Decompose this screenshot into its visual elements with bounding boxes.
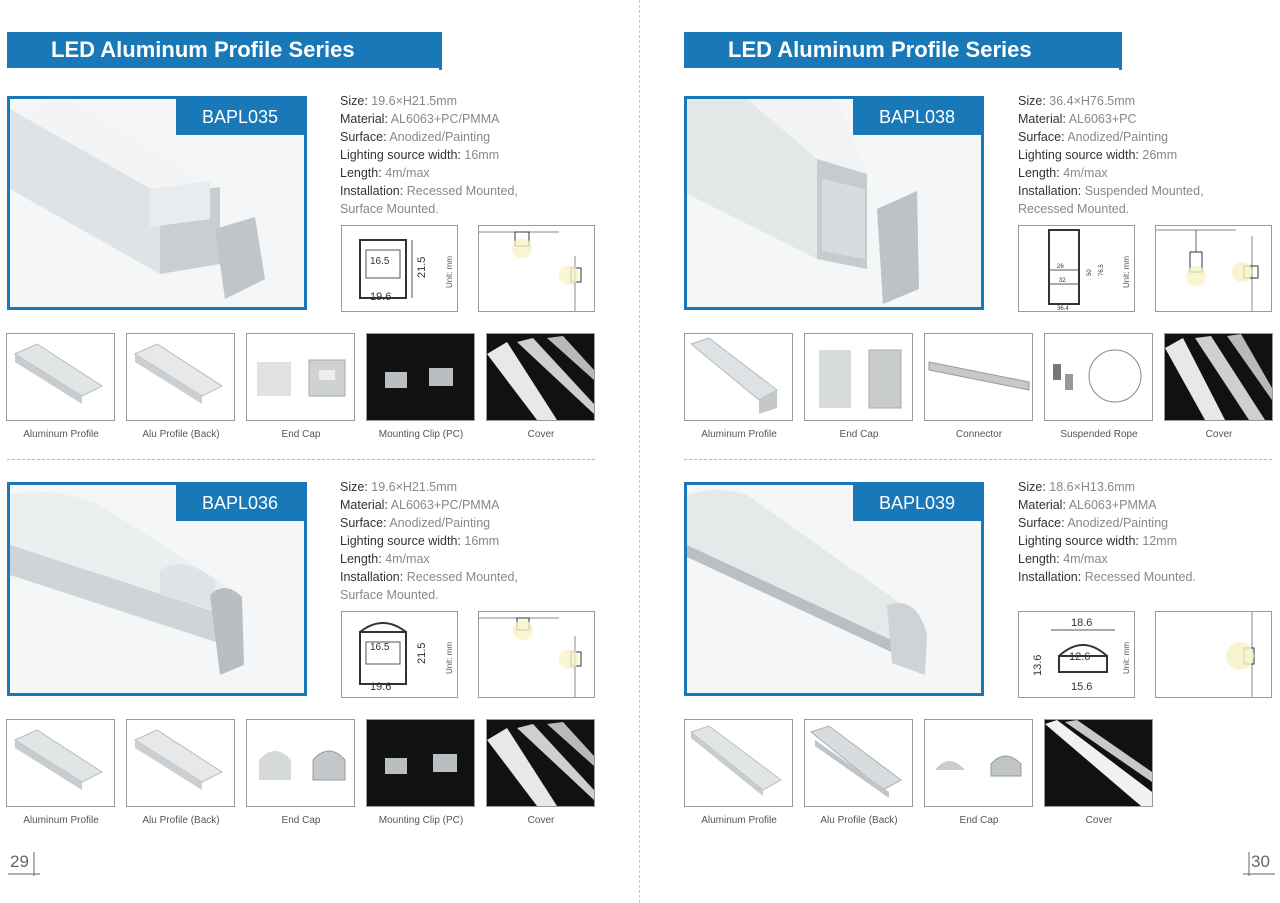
spec-size: Size: 36.4×H76.5mm bbox=[1018, 94, 1136, 108]
dim-height: 21.5 bbox=[416, 642, 428, 664]
spec-light-width: Lighting source width: 12mm bbox=[1018, 534, 1178, 548]
thumb-end-cap bbox=[246, 333, 355, 421]
thumb-caption: Mounting Clip (PC) bbox=[378, 429, 464, 440]
thumb-caption: Alu Profile (Back) bbox=[820, 815, 898, 826]
spec-surface: Surface: Anodized/Painting bbox=[340, 516, 491, 530]
page-corner-mark bbox=[1243, 852, 1275, 878]
thumb-caption: End Cap bbox=[281, 815, 321, 826]
thumb-cover bbox=[1044, 719, 1153, 807]
thumb-caption: Aluminum Profile bbox=[701, 429, 777, 440]
thumb-cover bbox=[486, 333, 595, 421]
unit-label: Unit: mm bbox=[445, 256, 454, 288]
installation-diagram bbox=[478, 611, 595, 698]
spec-installation: Installation: Recessed Mounted, bbox=[340, 570, 518, 584]
spec-size: Size: 18.6×H13.6mm bbox=[1018, 480, 1136, 494]
installation-diagram bbox=[1155, 611, 1272, 698]
thumb-mounting-clip bbox=[366, 719, 475, 807]
product-hero-image bbox=[684, 482, 984, 696]
installation-diagram bbox=[1155, 225, 1272, 312]
product-code: BAPL036 bbox=[176, 485, 304, 521]
product-hero-image bbox=[7, 96, 307, 310]
cross-section-diagram bbox=[341, 611, 458, 698]
spec-size: Size: 19.6×H21.5mm bbox=[340, 94, 458, 108]
dim-base: 15.6 bbox=[1071, 681, 1093, 693]
spec-material: Material: AL6063+PC/PMMA bbox=[340, 498, 500, 512]
thumb-aluminum-profile bbox=[684, 333, 793, 421]
spec-installation: Installation: Recessed Mounted, bbox=[340, 184, 518, 198]
spec-length: Length: 4m/max bbox=[1018, 166, 1108, 180]
thumb-alu-profile-back bbox=[126, 333, 235, 421]
dim-width: 16.5 bbox=[370, 642, 390, 653]
thumb-caption: Cover bbox=[1205, 429, 1233, 440]
series-banner: LED Aluminum Profile Series bbox=[7, 32, 439, 68]
spec-surface: Surface: Anodized/Painting bbox=[1018, 130, 1169, 144]
cross-section-diagram bbox=[341, 225, 458, 312]
spec-installation-cont: Surface Mounted. bbox=[340, 588, 439, 602]
thumb-connector bbox=[924, 333, 1033, 421]
spec-list bbox=[1018, 92, 1204, 218]
unit-label: Unit: mm bbox=[445, 642, 454, 674]
thumb-end-cap bbox=[924, 719, 1033, 807]
spec-light-width: Lighting source width: 16mm bbox=[340, 148, 500, 162]
product-hero-image bbox=[684, 96, 984, 310]
thumb-caption: Aluminum Profile bbox=[701, 815, 777, 826]
thumb-caption: Mounting Clip (PC) bbox=[378, 815, 464, 826]
thumb-alu-profile-back bbox=[804, 719, 913, 807]
spec-installation: Installation: Suspended Mounted, bbox=[1018, 184, 1204, 198]
dim-height: 76.5 bbox=[1099, 264, 1105, 276]
dim-width: 18.6 bbox=[1071, 617, 1093, 629]
spec-length: Length: 4m/max bbox=[1018, 552, 1108, 566]
spec-surface: Surface: Anodized/Painting bbox=[1018, 516, 1169, 530]
spec-light-width: Lighting source width: 16mm bbox=[340, 534, 500, 548]
dim-inner: 26 bbox=[1057, 264, 1064, 270]
spec-list bbox=[1018, 478, 1196, 586]
thumb-caption: End Cap bbox=[959, 815, 999, 826]
spec-list bbox=[340, 92, 518, 218]
spec-installation-cont: Surface Mounted. bbox=[340, 202, 439, 216]
series-banner: LED Aluminum Profile Series bbox=[684, 32, 1119, 68]
thumb-aluminum-profile bbox=[6, 719, 115, 807]
page-fold bbox=[639, 0, 640, 903]
thumb-end-cap bbox=[804, 333, 913, 421]
spec-material: Material: AL6063+PMMA bbox=[1018, 498, 1157, 512]
thumb-aluminum-profile bbox=[684, 719, 793, 807]
thumb-cover bbox=[1164, 333, 1273, 421]
dim-base: 19.6 bbox=[370, 291, 392, 303]
thumb-aluminum-profile bbox=[6, 333, 115, 421]
product-code: BAPL035 bbox=[176, 99, 304, 135]
thumb-caption: Aluminum Profile bbox=[23, 815, 99, 826]
spec-material: Material: AL6063+PC bbox=[1018, 112, 1137, 126]
spec-light-width: Lighting source width: 26mm bbox=[1018, 148, 1178, 162]
dim-base: 36.4 bbox=[1057, 306, 1069, 311]
product-hero-image bbox=[7, 482, 307, 696]
product-code: BAPL038 bbox=[853, 99, 981, 135]
page-number: 29 bbox=[10, 852, 29, 871]
thumb-caption: Cover bbox=[1085, 815, 1113, 826]
thumb-caption: End Cap bbox=[281, 429, 321, 440]
cross-section-diagram bbox=[1018, 611, 1135, 698]
section-divider bbox=[7, 459, 595, 460]
spec-size: Size: 19.6×H21.5mm bbox=[340, 480, 458, 494]
dim-height: 13.6 bbox=[1032, 654, 1044, 676]
dim-inner: 12.6 bbox=[1069, 651, 1091, 663]
page-corner-mark bbox=[8, 852, 40, 878]
cross-section-diagram bbox=[1018, 225, 1135, 312]
spec-list bbox=[340, 478, 518, 604]
spec-installation-cont: Recessed Mounted. bbox=[1018, 202, 1130, 216]
thumb-caption: Aluminum Profile bbox=[23, 429, 99, 440]
product-code: BAPL039 bbox=[853, 485, 981, 521]
thumb-alu-profile-back bbox=[126, 719, 235, 807]
thumb-caption: Cover bbox=[527, 429, 555, 440]
dim-width: 16.5 bbox=[370, 256, 390, 267]
dim-base: 19.6 bbox=[370, 681, 392, 693]
unit-label: Unit: mm bbox=[1122, 256, 1131, 288]
spec-surface: Surface: Anodized/Painting bbox=[340, 130, 491, 144]
thumb-caption: End Cap bbox=[839, 429, 879, 440]
spec-material: Material: AL6063+PC/PMMA bbox=[340, 112, 500, 126]
dim-height: 21.5 bbox=[416, 256, 428, 278]
installation-diagram bbox=[478, 225, 595, 312]
dim-mid: 50 bbox=[1087, 269, 1093, 276]
spec-length: Length: 4m/max bbox=[340, 552, 430, 566]
thumb-caption: Suspended Rope bbox=[1060, 429, 1138, 440]
thumb-caption: Cover bbox=[527, 815, 555, 826]
spec-installation: Installation: Recessed Mounted. bbox=[1018, 570, 1196, 584]
unit-label: Unit: mm bbox=[1122, 642, 1131, 674]
section-divider bbox=[684, 459, 1272, 460]
thumb-mounting-clip bbox=[366, 333, 475, 421]
page-number: 30 bbox=[1251, 852, 1270, 871]
spec-length: Length: 4m/max bbox=[340, 166, 430, 180]
thumb-caption: Connector bbox=[955, 429, 1003, 440]
thumb-cover bbox=[486, 719, 595, 807]
thumb-caption: Alu Profile (Back) bbox=[142, 815, 220, 826]
dim-channel: 32 bbox=[1059, 278, 1066, 284]
thumb-caption: Alu Profile (Back) bbox=[142, 429, 220, 440]
thumb-end-cap bbox=[246, 719, 355, 807]
thumb-suspended-rope bbox=[1044, 333, 1153, 421]
